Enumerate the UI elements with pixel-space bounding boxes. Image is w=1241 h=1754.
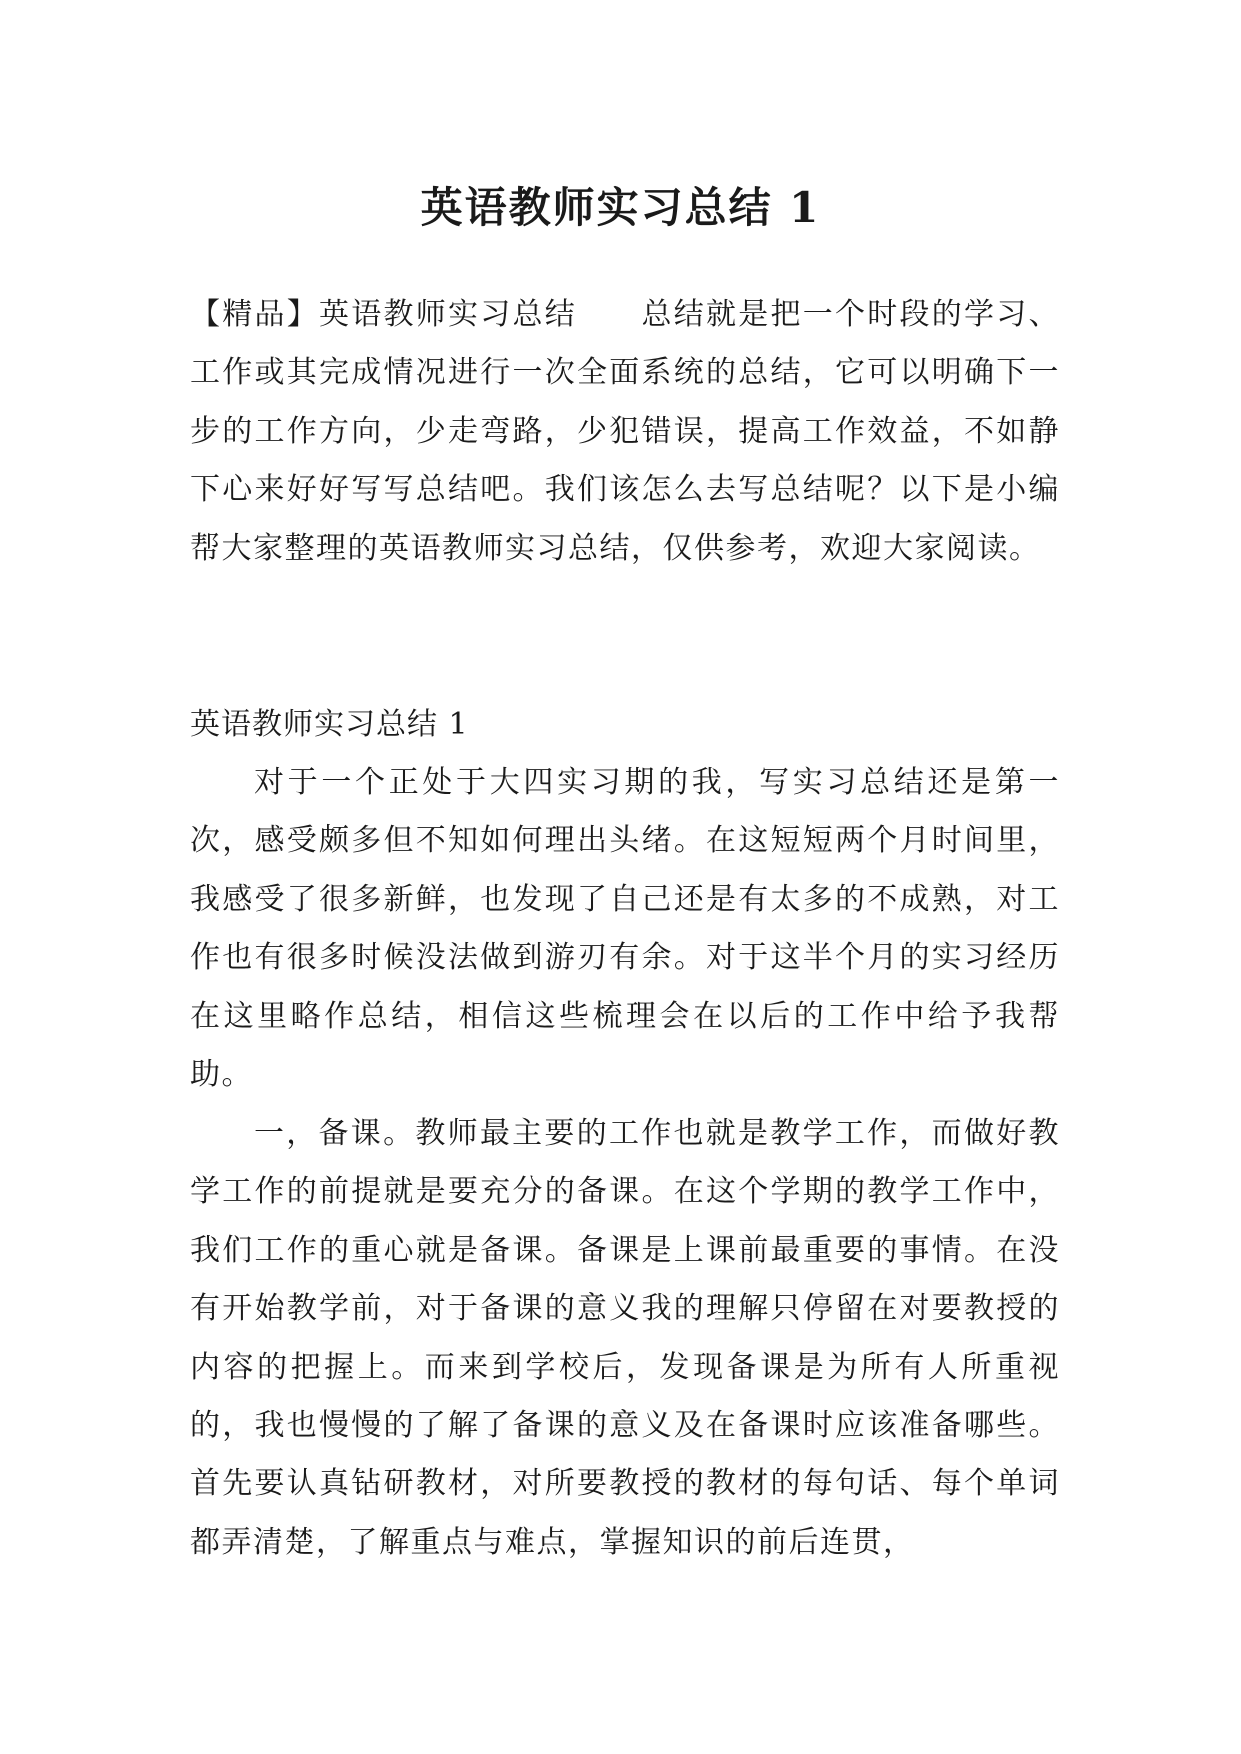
- intro-paragraph: 【精品】英语教师实习总结 总结就是把一个时段的学习、工作或其完成情况进行一次全面系统的总结，它可以明确下一步的工作方向，少走弯路，少犯错误，提高工作效益，不如静下心来好好写写总结吧。我们该怎么去写总结呢？以下是小编帮大家整理的英语教师实习总结，仅供参考，欢迎大家阅读。: [190, 297, 1060, 566]
- body-paragraph-2: 一，备课。教师最主要的工作也就是教学工作，而做好教学工作的前提就是要充分的备课。在这个学期的教学工作中，我们工作的重心就是备课。备课是上课前最重要的事情。在没有开始教学前，对于备课的意义我的理解只停留在对要教授的内容的把握上。而来到学校后，发现备课是为所有人所重视的，我也慢慢的了解了备课的意义及在备课时应该准备哪些。首先要认真钻研教材，对所要教授的教材的每句话、每个单词都弄清楚，了解重点与难点，掌握知识的前后连贯，: [190, 1116, 1060, 1560]
- document-title: 英语教师实习总结 1: [420, 183, 821, 233]
- body-paragraph-1: 对于一个正处于大四实习期的我，写实习总结还是第一次，感受颇多但不知如何理出头绪。在这短短两个月时间里，我感受了很多新鲜，也发现了自己还是有太多的不成熟，对工作也有很多时候没法做到游刃有余。对于这半个月的实习经历在这里略作总结，相信这些梳理会在以后的工作中给予我帮助。: [190, 765, 1060, 1093]
- section-heading: 英语教师实习总结 1: [190, 707, 469, 742]
